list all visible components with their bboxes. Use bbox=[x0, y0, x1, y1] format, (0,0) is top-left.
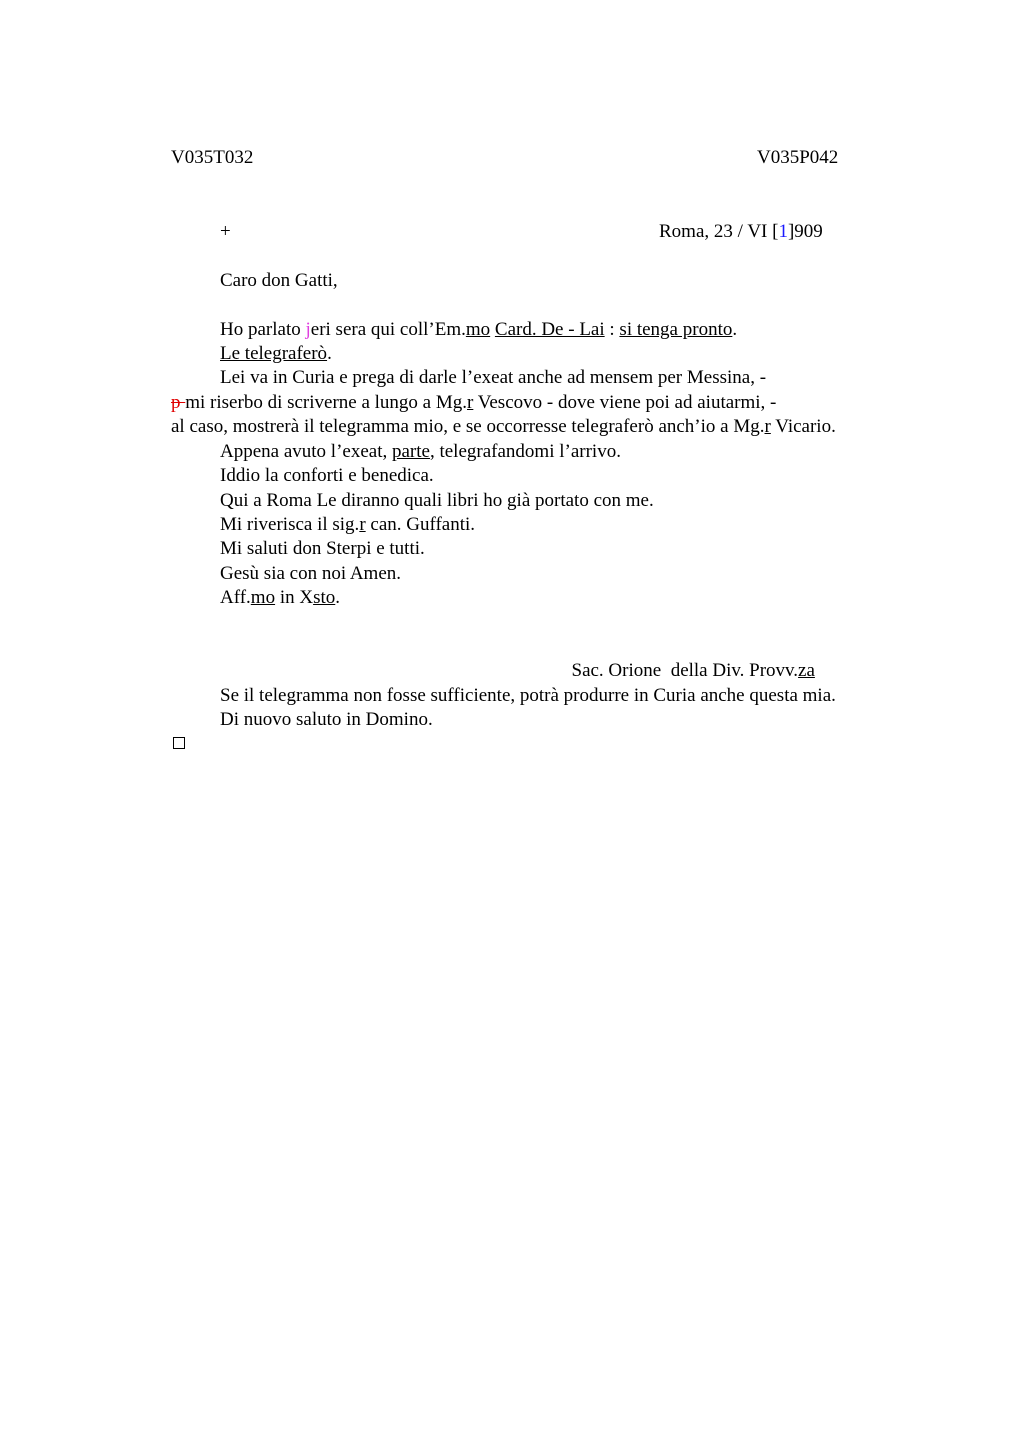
postscript-line-2: Di nuovo saluto in Domino. bbox=[220, 709, 433, 730]
underlined-abbrev: za bbox=[798, 660, 815, 681]
body-line-4 bbox=[171, 391, 776, 415]
body-line-11: Gesù sia con noi Amen. bbox=[220, 563, 402, 584]
date-suffix: ]909 bbox=[787, 221, 823, 242]
underlined-abbrev: r bbox=[467, 392, 474, 413]
underlined-abbrev: r bbox=[359, 514, 366, 535]
body-line-2 bbox=[220, 342, 332, 366]
body-line-7: Iddio la conforti e benedica. bbox=[220, 465, 434, 486]
text-segment: eri sera qui coll’Em. bbox=[310, 319, 466, 340]
text-segment: . bbox=[732, 319, 738, 340]
postscript-line-1: Se il telegramma non fosse sufficiente, potrà produrre in Curia anche questa mia. bbox=[220, 685, 836, 706]
text-segment: Mi riverisca il sig. bbox=[220, 514, 360, 535]
text-segment: Vescovo - dove viene poi ad aiutarmi, - bbox=[473, 392, 777, 413]
salutation: Caro don Gatti, bbox=[220, 270, 338, 291]
text-segment: can. Guffanti. bbox=[365, 514, 476, 535]
signature bbox=[562, 635, 815, 683]
date-prefix: Roma, 23 / VI [ bbox=[659, 221, 779, 242]
text-segment: Aff. bbox=[220, 587, 251, 608]
body-line-10: Mi saluti don Sterpi e tutti. bbox=[220, 538, 425, 559]
struck-text: p bbox=[171, 392, 186, 413]
underlined-name: Card. De - Lai bbox=[494, 319, 605, 340]
underlined-phrase: Le telegraferò bbox=[220, 343, 328, 364]
underlined-abbrev: sto bbox=[313, 587, 336, 608]
body-line-8: Qui a Roma Le diranno quali libri ho già portato con me. bbox=[220, 490, 654, 511]
body-line-6 bbox=[220, 440, 621, 464]
text-segment: , telegrafandomi l’arrivo. bbox=[429, 441, 621, 462]
underlined-abbrev: mo bbox=[250, 587, 276, 608]
text-segment: . bbox=[335, 587, 341, 608]
body-line-9 bbox=[220, 513, 475, 537]
date-editorial-digit: 1 bbox=[778, 221, 788, 242]
editorial-correction: j bbox=[305, 319, 311, 340]
text-segment: in X bbox=[275, 587, 314, 608]
body-line-1 bbox=[220, 318, 737, 342]
body-line-5 bbox=[171, 415, 836, 439]
text-segment: . bbox=[327, 343, 332, 364]
text-segment: mi riserbo di scriverne a lungo a Mg. bbox=[185, 392, 468, 413]
text-segment: : bbox=[604, 319, 620, 340]
underlined-abbrev: mo bbox=[465, 319, 491, 340]
closing-line bbox=[220, 586, 340, 610]
text-segment: Appena avuto l’exeat, bbox=[220, 441, 392, 462]
underlined-word: parte bbox=[391, 441, 430, 462]
underlined-abbrev: r bbox=[764, 416, 771, 437]
end-marker-box bbox=[173, 737, 185, 749]
text-segment: Ho parlato bbox=[220, 319, 306, 340]
date-line bbox=[659, 220, 823, 244]
signature-text: Sac. Orione della Div. Provv. bbox=[571, 660, 799, 681]
cross-mark: + bbox=[220, 221, 231, 242]
text-segment: al caso, mostrerà il telegramma mio, e se occorresse telegraferò anch’io a Mg. bbox=[171, 416, 765, 437]
body-line-3: Lei va in Curia e prega di darle l’exeat anche ad mensem per Messina, - bbox=[220, 367, 767, 388]
underlined-phrase: si tenga pronto bbox=[619, 319, 733, 340]
text-segment: Vicario. bbox=[770, 416, 836, 437]
header-right-code: V035P042 bbox=[757, 147, 839, 168]
header-left-code: V035T032 bbox=[171, 147, 254, 168]
